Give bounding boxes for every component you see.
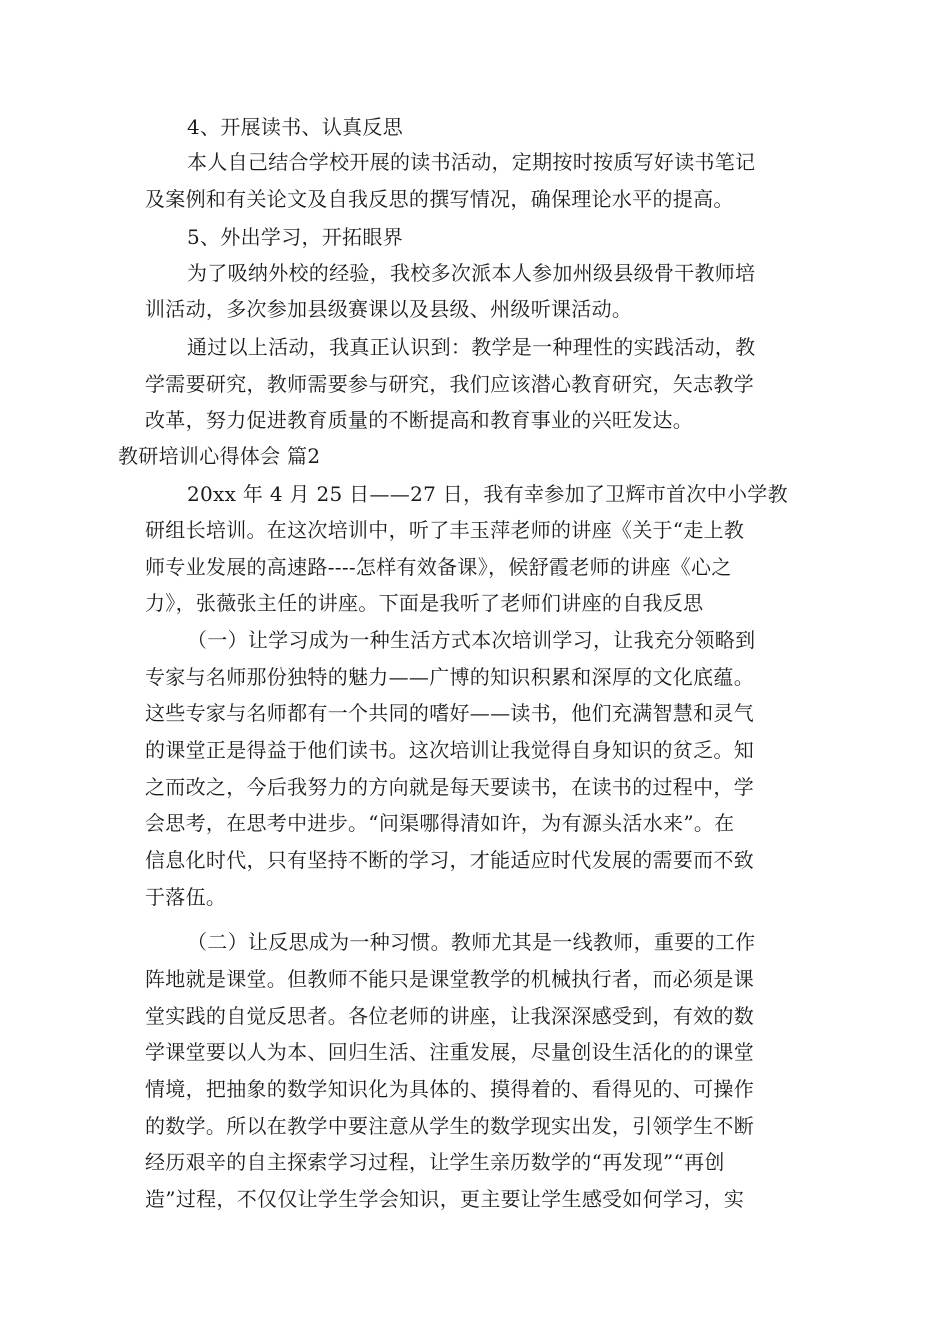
section-heading-reading: 4、开展读书、认真反思 — [187, 115, 404, 139]
paragraph-line: 训活动，多次参加县级赛课以及县级、州级听课活动。 — [145, 297, 633, 321]
paragraph-line: 20xx 年 4 月 25 日——27 日，我有幸参加了卫辉市首次中小学教 — [187, 482, 788, 506]
paragraph-line: 学课堂要以人为本、回归生活、注重发展，尽量创设生活化的的课堂 — [145, 1040, 754, 1064]
paragraph-line: 于落伍。 — [145, 885, 227, 909]
paragraph-line: 及案例和有关论文及自我反思的撰写情况，确保理论水平的提高。 — [145, 187, 734, 211]
paragraph-line: 情境，把抽象的数学知识化为具体的、摸得着的、看得见的、可操作 — [145, 1077, 754, 1101]
paragraph-line: （二）让反思成为一种习惯。教师尤其是一线教师，重要的工作 — [187, 930, 756, 954]
paragraph-line: 专家与名师那份独特的魅力——广博的知识积累和深厚的文化底蕴。 — [145, 665, 754, 689]
paragraph-line: 信息化时代，只有坚持不断的学习，才能适应时代发展的需要而不致 — [145, 848, 754, 872]
paragraph-line: 为了吸纳外校的经验，我校多次派本人参加州级县级骨干教师培 — [187, 261, 756, 285]
paragraph-line: 会思考，在思考中进步。“问渠哪得清如许，为有源头活水来”。在 — [145, 811, 735, 835]
paragraph-line: 阵地就是课堂。但教师不能只是课堂教学的机械执行者，而必须是课 — [145, 967, 754, 991]
paragraph-line: 的课堂正是得益于他们读书。这次培训让我觉得自身知识的贫乏。知 — [145, 738, 754, 762]
paragraph-line: 这些专家与名师都有一个共同的嗜好——读书，他们充满智慧和灵气 — [145, 701, 754, 725]
paragraph-line: 之而改之，今后我努力的方向就是每天要读书，在读书的过程中，学 — [145, 775, 754, 799]
paragraph-line: 经历艰辛的自主探索学习过程，让学生亲历数学的“再发现”“再创 — [145, 1150, 725, 1174]
paragraph-line: 本人自己结合学校开展的读书活动，定期按时按质写好读书笔记 — [187, 150, 756, 174]
paragraph-line: 力》，张薇张主任的讲座。下面是我听了老师们讲座的自我反思 — [145, 591, 704, 615]
article-title: 教研培训心得体会 篇2 — [118, 444, 321, 468]
paragraph-line: 研组长培训。在这次培训中，听了丰玉萍老师的讲座《关于“走上教 — [145, 518, 745, 542]
paragraph-line: 改革，努力促进教育质量的不断提高和教育事业的兴旺发达。 — [145, 408, 694, 432]
paragraph-line: （一）让学习成为一种生活方式本次培训学习，让我充分领略到 — [187, 628, 756, 652]
paragraph-line: 师专业发展的高速路----怎样有效备课》，候舒霞老师的讲座《心之 — [145, 555, 732, 579]
paragraph-line: 通过以上活动，我真正认识到：教学是一种理性的实践活动，教 — [187, 335, 756, 359]
paragraph-line: 的数学。所以在教学中要注意从学生的数学现实出发，引领学生不断 — [145, 1114, 754, 1138]
paragraph-line: 学需要研究，教师需要参与研究，我们应该潜心教育研究，矢志教学 — [145, 372, 754, 396]
section-heading-study-out: 5、外出学习，开拓眼界 — [187, 225, 404, 249]
paragraph-line: 堂实践的自觉反思者。各位老师的讲座，让我深深感受到，有效的数 — [145, 1004, 754, 1028]
paragraph-line: 造”过程，不仅仅让学生学会知识，更主要让学生感受如何学习，实 — [145, 1187, 745, 1211]
